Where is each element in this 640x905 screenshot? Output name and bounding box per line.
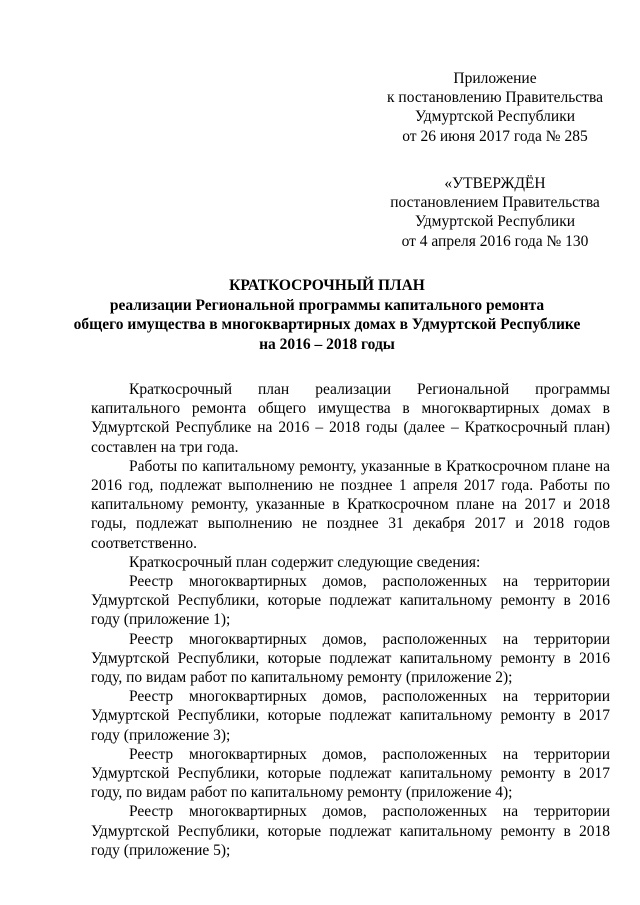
approval-stamp-text bbox=[364, 174, 626, 251]
body-paragraph: Краткосрочный план реализации Региональной программы капитального ремонта общего имущества в многоквартирных домах в Удмуртской Республике на 2016 – 2018 годы (далее – Краткосрочный план) составлен на три года. bbox=[91, 381, 610, 456]
registry-item: Реестр многоквартирных домов, расположенных на территории Удмуртской Республики, которые подлежат капитальному ремонту в 2016 году, по видам работ по капитальному ремонту (приложение 2); bbox=[91, 630, 610, 687]
attachment-line-4: от 26 июня 2017 года № 285 bbox=[402, 127, 588, 145]
title-line-1: КРАТКОСРОЧНЫЙ ПЛАН bbox=[229, 277, 425, 294]
title-line-2: реализации Региональной программы капитального ремонта bbox=[109, 296, 545, 314]
attachment-line-1: Приложение bbox=[453, 70, 537, 87]
registry-item: Реестр многоквартирных домов, расположенных на территории Удмуртской Республики, которые подлежат капитальному ремонту в 2016 году (приложение 1); bbox=[91, 573, 610, 629]
document-title bbox=[72, 276, 582, 354]
registry-item: Реестр многоквартирных домов, расположенных на территории Удмуртской Республики, которые подлежат капитальному ремонту в 2017 году, по видам работ по капитальному ремонту (приложение 4); bbox=[91, 745, 610, 802]
approved-line-2: постановлением Правительства bbox=[390, 194, 600, 212]
registry-item: Реестр многоквартирных домов, расположенных на территории Удмуртской Республики, которые подлежат капитальному ремонту в 2018 году (приложение 5); bbox=[91, 803, 610, 859]
document-body bbox=[91, 380, 610, 860]
attachment-line-2: к постановлению Правительства bbox=[387, 89, 603, 107]
attachment-header bbox=[350, 69, 640, 146]
registry-item: Реестр многоквартирных домов, расположенных на территории Удмуртской Республики, которые подлежат капитальному ремонту в 2017 году (приложение 3); bbox=[91, 688, 610, 744]
approved-line-1: «УТВЕРЖДЁН bbox=[444, 175, 546, 192]
body-paragraph: Работы по капитальному ремонту, указанные в Краткосрочном плане на 2016 год, подлежат выполнению не позднее 1 апреля 2017 года. Работы по капитальному ремонту, указанные в Краткосрочном плане на 2017 и 2018 годы, подлежат выполнению не позднее 31 декабря 2017 и 2018 годов соответственно. bbox=[91, 457, 610, 552]
body-paragraph: Краткосрочный план содержит следующие сведения: bbox=[129, 553, 481, 571]
title-line-3: общего имущества в многоквартирных домах в Удмуртской Республике bbox=[73, 316, 581, 333]
approved-line-3: Удмуртской Республики bbox=[414, 213, 576, 231]
title-line-4: на 2016 – 2018 годы bbox=[259, 335, 395, 353]
approved-line-4: от 4 апреля 2016 года № 130 bbox=[401, 232, 589, 250]
attachment-line-3: Удмуртской Республики bbox=[414, 108, 576, 126]
